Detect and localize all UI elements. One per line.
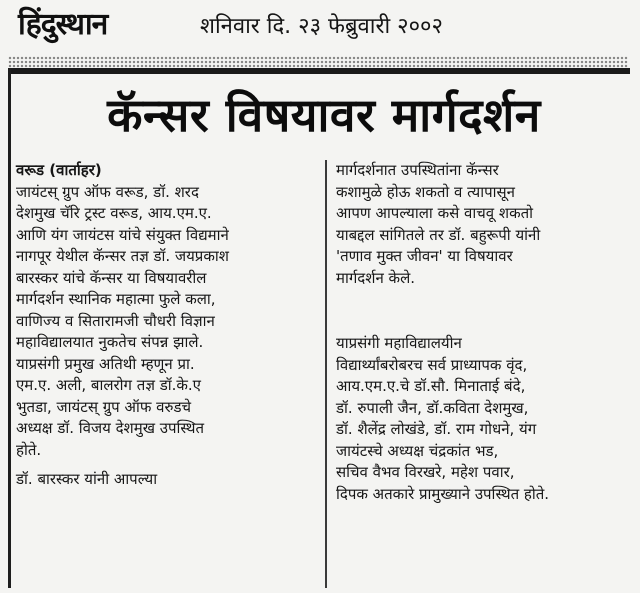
left-border	[8, 68, 11, 588]
paragraph: जायंटस् ग्रुप ऑफ वरूड, डॉ. शरद देशमुख चॅरि ट्रस्ट वरूड, आय.एम.ए. आणि यंग जायंटस यांचे संयुक्त विद्यमाने नागपूर येथील कॅन्सर तज्ञ डॉ. जयप्रकाश बारस्कर यांचे कॅन्सर या विषयावरील मार्गदर्शन स्थानिक महात्मा फुले कला, वाणिज्य व सितारामजी चौधरी विज्ञान महाविद्यालयात नुकतेच संपन्न झाले.	[16, 182, 229, 351]
newspaper-name: हिंदुस्थान	[18, 7, 108, 42]
paragraph: याप्रसंगी महाविद्यालयीन विद्यार्थ्यांबरोबरच सर्व प्राध्यापक वृंद, आय.एम.ए.चे डॉ.सौ. मिनाताई बंदे, डॉ. रुपाली जैन, डॉ.कविता देशमुख, डॉ. शैलेंद्र लोखंडे, डॉ. राम गोधने, यंग जायंटस्चे अध्यक्ष चंद्रकांत भड, सचिव वैभव विरखरे, महेश पवार, दिपक अतकारे प्रामुख्याने उपस्थित होते.	[336, 334, 550, 503]
publication-date: शनिवार दि. २३ फेब्रुवारी २००२	[200, 14, 443, 39]
paragraph: याप्रसंगी प्रमुख अतिथी म्हणून प्रा. एम.ए. अली, बालरोग तज्ञ डॉ.के.ए भुतडा, जायंटस् ग्रुप ऑफ वरुडचे अध्यक्ष डॉ. विजय देशमुख उपस्थित होते.	[16, 354, 205, 459]
article-column-left	[16, 160, 314, 491]
paragraph: डॉ. बारस्कर यांनी आपल्या	[16, 470, 158, 488]
article-column-right	[336, 160, 632, 505]
masthead	[14, 4, 626, 50]
paragraph: मार्गदर्शनात उपस्थितांना कॅन्सर कशामुळे होऊ शकतो व त्यापासून आपण आपल्याला कसे वाचवू शकतो याबद्दल सांगितले तर डॉ. बहुरूपी यांनी 'तणाव मुक्त जीवन' या विषयावर मार्गदर्शन केले.	[336, 161, 541, 287]
article-headline: कॅन्सर विषयावर मार्गदर्शन	[107, 88, 541, 142]
column-divider	[325, 160, 327, 588]
byline: वरूड (वार्ताहर)	[16, 161, 102, 179]
